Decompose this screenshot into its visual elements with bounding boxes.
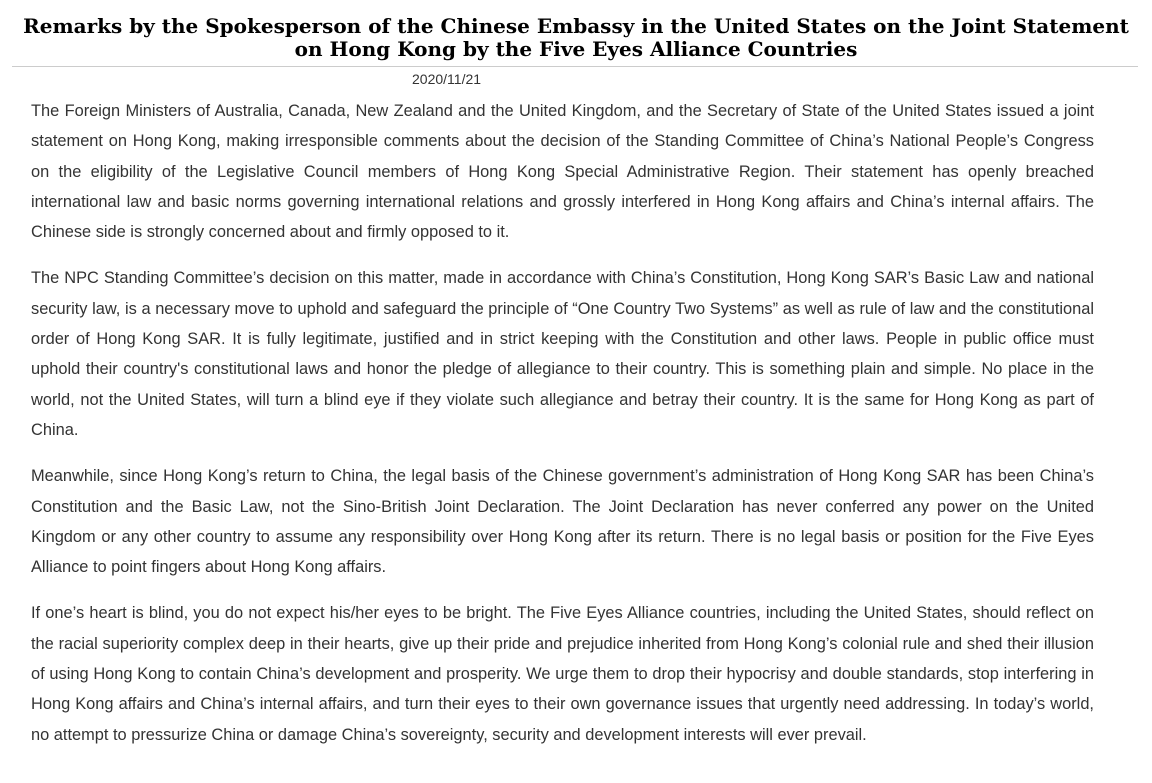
article-paragraph: If one’s heart is blind, you do not expect his/her eyes to be bright. The Five Eyes Alliance countries, including the United States, should reflect on the racial superiority complex deep in their hearts, give up their pride and prejudice inherited from Hong Kong’s colonial rule and shed their illusion of using Hong Kong to contain China’s development and prosperity. We urge them to drop their hypocrisy and double standards, stop interfering in Hong Kong affairs and China’s internal affairs, and turn their eyes to their own governance issues that urgently need addressing. In today’s world, no attempt to pressurize China or damage China’s sovereignty, security and development interests will ever prevail. (31, 604, 1094, 744)
article-body (31, 96, 1094, 766)
article-title: Remarks by the Spokesperson of the Chinese Embassy in the United States on the Joint Statement on Hong Kong by the Five Eyes Alliance Countries (23, 14, 1129, 61)
publish-date: 2020/11/21 (412, 71, 482, 87)
article-paragraph: The Foreign Ministers of Australia, Canada, New Zealand and the United Kingdom, and the Secretary of State of the United States issued a joint statement on Hong Kong, making irresponsible comments about the decision of the Standing Committee of China’s National People’s Congress on the eligibility of the Legislative Council members of Hong Kong Special Administrative Region. Their statement has openly breached international law and basic norms governing international relations and grossly interfered in Hong Kong affairs and China’s internal affairs. The Chinese side is strongly concerned about and firmly opposed to it. (31, 102, 1094, 242)
title-divider (12, 66, 1138, 67)
article-paragraph: Meanwhile, since Hong Kong’s return to China, the legal basis of the Chinese government’s administration of Hong Kong SAR has been China’s Constitution and the Basic Law, not the Sino-British Joint Declaration. The Joint Declaration has never conferred any power on the United Kingdom or any other country to assume any responsibility over Hong Kong after its return. There is no legal basis or position for the Five Eyes Alliance to point fingers about Hong Kong affairs. (31, 467, 1094, 577)
article-paragraph: The NPC Standing Committee’s decision on this matter, made in accordance with China’s Constitution, Hong Kong SAR’s Basic Law and national security law, is a necessary move to uphold and safeguard the principle of “One Country Two Systems” as well as rule of law and the constitutional order of Hong Kong SAR. It is fully legitimate, justified and in strict keeping with the Constitution and other laws. People in public office must uphold their country's constitutional laws and honor the pledge of allegiance to their country. This is something plain and simple. No place in the world, not the United States, will turn a blind eye if they violate such allegiance and betray their country. It is the same for Hong Kong as part of China. (31, 269, 1094, 439)
